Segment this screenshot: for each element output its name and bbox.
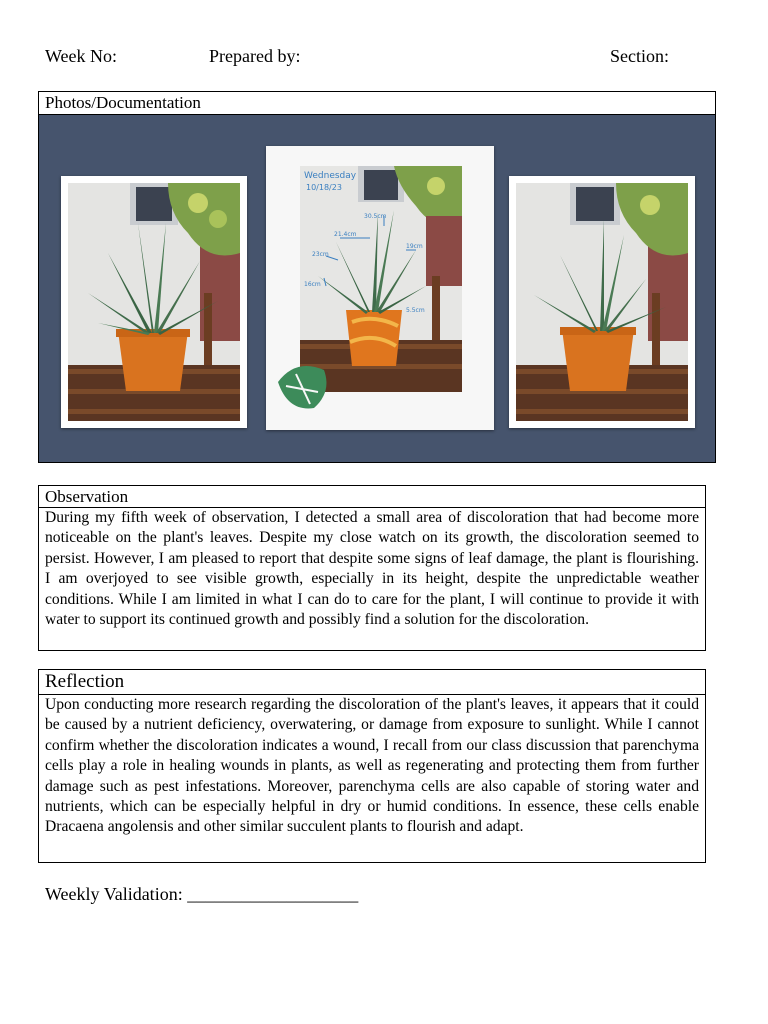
annotation-day: Wednesday (304, 171, 357, 181)
section-label: Section: (610, 46, 669, 66)
photos-title: Photos/Documentation (39, 92, 715, 115)
week-no-label: Week No: (45, 46, 118, 66)
photo-right (509, 176, 695, 428)
photo-panel (39, 115, 715, 462)
prepared-by-label: Prepared by: (209, 46, 301, 66)
observation-title: Observation (39, 486, 705, 508)
annotation-m3: 23cm (312, 251, 329, 258)
photo-left (61, 176, 247, 428)
photos-section (38, 91, 716, 463)
annotation-m5: 19cm (406, 243, 423, 250)
reflection-body: Upon conducting more research regarding the discoloration of the plant's leaves, it appears that it could be caused by a nutrient deficiency, overwatering, or damage from exposure to sunlight. While I cannot confirm whether the discoloration indicates a wound, I recall from our class discussion that parenchyma cells play a role in healing wounds in plants, as well as regenerating and protecting them from further damage such as pest infestations. Moreover, parenchyma cells are also capable of storing water and nutrients, which can be especially helpful in dry or humid conditions. In essence, these cells enable Dracaena angolensis and other similar succulent plants to flourish and adapt. (45, 696, 699, 836)
annotation-m2: 30.5cm (364, 213, 387, 220)
annotation-date: 10/18/23 (306, 183, 342, 192)
plant-photo-right (516, 183, 688, 421)
reflection-section (38, 669, 706, 863)
observation-body: During my fifth week of observation, I detected a small area of discoloration that had become more noticeable on the plant's leaves. Despite my close watch on its growth, the discoloration seemed to persist. However, I am pleased to report that despite some signs of leaf damage, the plant is flourishing. I am overjoyed to see visible growth, especially in its height, despite the unpredictable weather conditions. While I am limited in what I can do to care for the plant, I will continue to provide it with water to support its continued growth and possibly find a solution for the discoloration. (45, 509, 699, 629)
annotation-m4: 16cm (304, 281, 321, 288)
weekly-validation: Weekly Validation: ___________________ (45, 884, 359, 904)
reflection-title: Reflection (39, 670, 705, 695)
annotation-m6: 5.5cm (406, 307, 425, 314)
observation-section (38, 485, 706, 651)
header (0, 46, 768, 72)
photo-center (266, 146, 494, 430)
plant-photo-left (68, 183, 240, 421)
plant-photo-center (266, 146, 494, 430)
annotation-m1: 21.4cm (334, 231, 357, 238)
